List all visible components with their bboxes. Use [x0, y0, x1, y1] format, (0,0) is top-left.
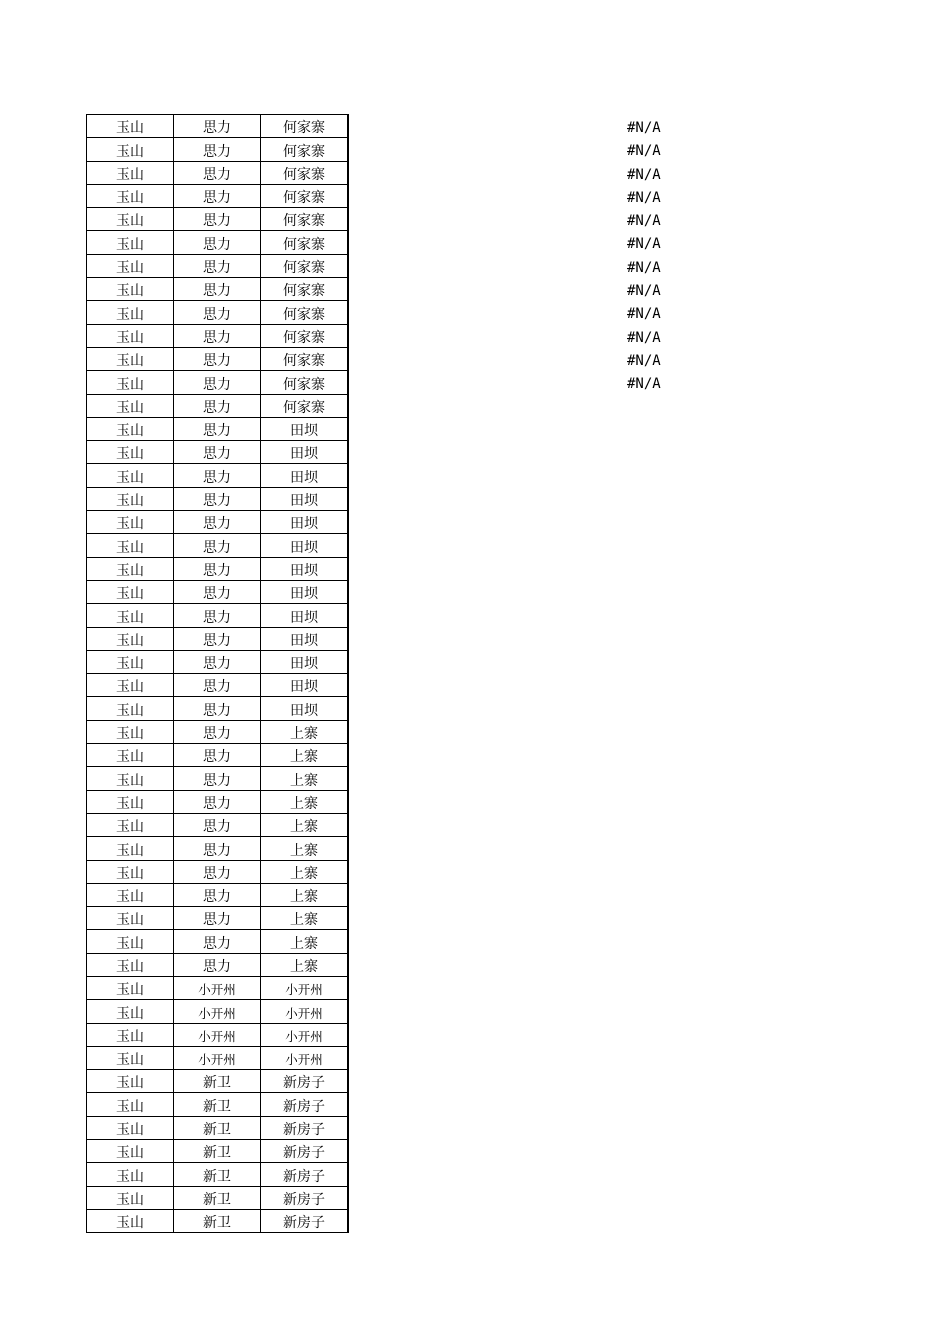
township-cell[interactable]: 新卫 — [174, 1140, 261, 1163]
township-cell[interactable]: 思力 — [174, 860, 261, 883]
county-cell[interactable]: 玉山 — [87, 1046, 174, 1069]
township-cell[interactable]: 小开州 — [174, 1046, 261, 1069]
county-cell[interactable]: 玉山 — [87, 813, 174, 836]
na-cell[interactable]: #N/A — [627, 213, 661, 230]
table-row — [87, 930, 349, 953]
county-cell[interactable]: 玉山 — [87, 953, 174, 976]
village-cell[interactable]: 田坝 — [261, 674, 349, 697]
village-cell[interactable]: 田坝 — [261, 464, 349, 487]
township-cell[interactable]: 思力 — [174, 790, 261, 813]
village-cell[interactable]: 田坝 — [261, 441, 349, 464]
township-cell[interactable]: 新卫 — [174, 1163, 261, 1186]
village-cell[interactable]: 新房子 — [261, 1163, 349, 1186]
county-cell[interactable]: 玉山 — [87, 883, 174, 906]
township-cell[interactable]: 小开州 — [174, 1000, 261, 1023]
county-cell[interactable]: 玉山 — [87, 417, 174, 440]
county-cell[interactable]: 玉山 — [87, 720, 174, 743]
table-row — [87, 115, 349, 138]
county-cell[interactable]: 玉山 — [87, 301, 174, 324]
table-row — [87, 208, 349, 231]
township-cell[interactable]: 思力 — [174, 301, 261, 324]
township-cell[interactable]: 思力 — [174, 464, 261, 487]
village-cell[interactable]: 上寨 — [261, 790, 349, 813]
county-cell[interactable]: 玉山 — [87, 487, 174, 510]
county-cell[interactable]: 玉山 — [87, 650, 174, 673]
county-cell[interactable]: 玉山 — [87, 1209, 174, 1232]
township-cell[interactable]: 思力 — [174, 394, 261, 417]
table-row — [87, 860, 349, 883]
county-cell[interactable]: 玉山 — [87, 208, 174, 231]
township-cell[interactable]: 思力 — [174, 883, 261, 906]
table-row — [87, 744, 349, 767]
village-cell[interactable]: 新房子 — [261, 1070, 349, 1093]
village-cell[interactable]: 何家寨 — [261, 301, 349, 324]
village-cell[interactable]: 何家寨 — [261, 278, 349, 301]
village-cell[interactable]: 上寨 — [261, 953, 349, 976]
township-cell[interactable]: 思力 — [174, 907, 261, 930]
table-row — [87, 1116, 349, 1139]
village-cell[interactable]: 上寨 — [261, 907, 349, 930]
township-cell[interactable]: 思力 — [174, 278, 261, 301]
village-cell[interactable]: 田坝 — [261, 487, 349, 510]
table-row — [87, 627, 349, 650]
county-cell[interactable]: 玉山 — [87, 1070, 174, 1093]
county-cell[interactable]: 玉山 — [87, 371, 174, 394]
county-cell[interactable]: 玉山 — [87, 511, 174, 534]
table-row — [87, 697, 349, 720]
village-cell[interactable]: 田坝 — [261, 417, 349, 440]
county-cell[interactable]: 玉山 — [87, 744, 174, 767]
county-cell[interactable]: 玉山 — [87, 627, 174, 650]
table-row — [87, 1070, 349, 1093]
na-cell[interactable]: #N/A — [627, 259, 661, 276]
township-cell[interactable]: 新卫 — [174, 1186, 261, 1209]
county-cell[interactable]: 玉山 — [87, 1140, 174, 1163]
table-row — [87, 184, 349, 207]
na-cell[interactable]: #N/A — [627, 143, 661, 160]
na-cell[interactable]: #N/A — [627, 189, 661, 206]
village-cell[interactable]: 田坝 — [261, 627, 349, 650]
village-cell[interactable]: 何家寨 — [261, 138, 349, 161]
table-row — [87, 278, 349, 301]
township-cell[interactable]: 新卫 — [174, 1116, 261, 1139]
county-cell[interactable]: 玉山 — [87, 674, 174, 697]
village-cell[interactable]: 田坝 — [261, 697, 349, 720]
na-cell[interactable]: #N/A — [627, 236, 661, 253]
county-cell[interactable]: 玉山 — [87, 464, 174, 487]
village-cell[interactable]: 何家寨 — [261, 394, 349, 417]
county-cell[interactable]: 玉山 — [87, 534, 174, 557]
township-cell[interactable]: 思力 — [174, 953, 261, 976]
county-cell[interactable]: 玉山 — [87, 790, 174, 813]
table-row — [87, 557, 349, 580]
county-cell[interactable]: 玉山 — [87, 161, 174, 184]
county-cell[interactable]: 玉山 — [87, 1116, 174, 1139]
township-cell[interactable]: 思力 — [174, 674, 261, 697]
table-row — [87, 487, 349, 510]
township-cell[interactable]: 新卫 — [174, 1093, 261, 1116]
township-cell[interactable]: 思力 — [174, 208, 261, 231]
village-cell[interactable]: 新房子 — [261, 1116, 349, 1139]
village-cell[interactable]: 小开州 — [261, 1000, 349, 1023]
county-cell[interactable]: 玉山 — [87, 930, 174, 953]
county-cell[interactable]: 玉山 — [87, 231, 174, 254]
county-cell[interactable]: 玉山 — [87, 441, 174, 464]
township-cell[interactable]: 小开州 — [174, 976, 261, 999]
township-cell[interactable]: 思力 — [174, 650, 261, 673]
county-cell[interactable]: 玉山 — [87, 1163, 174, 1186]
table-row — [87, 1163, 349, 1186]
township-cell[interactable]: 思力 — [174, 930, 261, 953]
village-cell[interactable]: 何家寨 — [261, 324, 349, 347]
table-row — [87, 301, 349, 324]
village-cell[interactable]: 田坝 — [261, 650, 349, 673]
table-row — [87, 1000, 349, 1023]
county-cell[interactable]: 玉山 — [87, 324, 174, 347]
village-cell[interactable]: 上寨 — [261, 930, 349, 953]
township-cell[interactable]: 思力 — [174, 324, 261, 347]
township-cell[interactable]: 新卫 — [174, 1070, 261, 1093]
county-cell[interactable]: 玉山 — [87, 907, 174, 930]
township-cell[interactable]: 新卫 — [174, 1209, 261, 1232]
township-cell[interactable]: 思力 — [174, 417, 261, 440]
table-row — [87, 813, 349, 836]
village-cell[interactable]: 新房子 — [261, 1140, 349, 1163]
table-row — [87, 324, 349, 347]
township-cell[interactable]: 思力 — [174, 441, 261, 464]
table-row — [87, 767, 349, 790]
county-cell[interactable]: 玉山 — [87, 254, 174, 277]
village-cell[interactable]: 何家寨 — [261, 161, 349, 184]
county-cell[interactable]: 玉山 — [87, 115, 174, 138]
township-cell[interactable]: 思力 — [174, 767, 261, 790]
na-cell[interactable]: #N/A — [627, 283, 661, 300]
township-cell[interactable]: 思力 — [174, 511, 261, 534]
county-cell[interactable]: 玉山 — [87, 697, 174, 720]
table-row — [87, 720, 349, 743]
township-cell[interactable]: 思力 — [174, 627, 261, 650]
village-cell[interactable]: 田坝 — [261, 557, 349, 580]
table-row — [87, 1023, 349, 1046]
table-row — [87, 231, 349, 254]
table-row — [87, 371, 349, 394]
township-cell[interactable]: 思力 — [174, 231, 261, 254]
township-cell[interactable]: 思力 — [174, 720, 261, 743]
county-cell[interactable]: 玉山 — [87, 767, 174, 790]
county-cell[interactable]: 玉山 — [87, 347, 174, 370]
village-cell[interactable]: 何家寨 — [261, 184, 349, 207]
table-row — [87, 511, 349, 534]
township-cell[interactable]: 思力 — [174, 138, 261, 161]
township-cell[interactable]: 思力 — [174, 184, 261, 207]
table-row — [87, 837, 349, 860]
township-cell[interactable]: 思力 — [174, 813, 261, 836]
county-cell[interactable]: 玉山 — [87, 184, 174, 207]
na-cell[interactable]: #N/A — [627, 306, 661, 323]
county-cell[interactable]: 玉山 — [87, 138, 174, 161]
table-row — [87, 1046, 349, 1069]
village-cell[interactable]: 上寨 — [261, 837, 349, 860]
na-cell[interactable]: #N/A — [627, 120, 661, 136]
table-row — [87, 394, 349, 417]
village-cell[interactable]: 小开州 — [261, 976, 349, 999]
village-cell[interactable]: 田坝 — [261, 580, 349, 603]
village-cell[interactable]: 何家寨 — [261, 231, 349, 254]
village-cell[interactable]: 上寨 — [261, 883, 349, 906]
table-row — [87, 1186, 349, 1209]
township-cell[interactable]: 小开州 — [174, 1023, 261, 1046]
table-row — [87, 883, 349, 906]
table-row — [87, 1093, 349, 1116]
table-row — [87, 441, 349, 464]
table-row — [87, 347, 349, 370]
na-value-column — [627, 117, 661, 397]
na-cell[interactable]: #N/A — [627, 166, 661, 183]
village-cell[interactable]: 上寨 — [261, 767, 349, 790]
table-row — [87, 953, 349, 976]
na-cell[interactable]: #N/A — [627, 329, 661, 346]
township-cell[interactable]: 思力 — [174, 604, 261, 627]
village-cell[interactable]: 新房子 — [261, 1209, 349, 1232]
table-row — [87, 417, 349, 440]
table-row — [87, 604, 349, 627]
village-cell[interactable]: 新房子 — [261, 1093, 349, 1116]
county-cell[interactable]: 玉山 — [87, 1023, 174, 1046]
township-cell[interactable]: 思力 — [174, 744, 261, 767]
village-cell[interactable]: 何家寨 — [261, 208, 349, 231]
na-cell[interactable]: #N/A — [627, 376, 661, 393]
village-cell[interactable]: 何家寨 — [261, 254, 349, 277]
table-row — [87, 674, 349, 697]
county-cell[interactable]: 玉山 — [87, 394, 174, 417]
county-cell[interactable]: 玉山 — [87, 976, 174, 999]
table-row — [87, 1209, 349, 1232]
village-cell[interactable]: 上寨 — [261, 813, 349, 836]
township-cell[interactable]: 思力 — [174, 487, 261, 510]
table-row — [87, 650, 349, 673]
township-cell[interactable]: 思力 — [174, 347, 261, 370]
township-cell[interactable]: 思力 — [174, 534, 261, 557]
county-cell[interactable]: 玉山 — [87, 860, 174, 883]
table-row — [87, 790, 349, 813]
table-row — [87, 464, 349, 487]
county-cell[interactable]: 玉山 — [87, 580, 174, 603]
county-cell[interactable]: 玉山 — [87, 278, 174, 301]
village-cell[interactable]: 上寨 — [261, 744, 349, 767]
village-cell[interactable]: 何家寨 — [261, 115, 349, 138]
table-row — [87, 254, 349, 277]
county-cell[interactable]: 玉山 — [87, 557, 174, 580]
table-row — [87, 580, 349, 603]
township-cell[interactable]: 思力 — [174, 580, 261, 603]
county-cell[interactable]: 玉山 — [87, 1000, 174, 1023]
township-cell[interactable]: 思力 — [174, 697, 261, 720]
table-row — [87, 534, 349, 557]
county-cell[interactable]: 玉山 — [87, 837, 174, 860]
village-cell[interactable]: 上寨 — [261, 860, 349, 883]
table-row — [87, 161, 349, 184]
county-cell[interactable]: 玉山 — [87, 1093, 174, 1116]
county-cell[interactable]: 玉山 — [87, 1186, 174, 1209]
village-cell[interactable]: 小开州 — [261, 1046, 349, 1069]
village-cell[interactable]: 上寨 — [261, 720, 349, 743]
village-cell[interactable]: 田坝 — [261, 511, 349, 534]
table-row — [87, 907, 349, 930]
village-cell[interactable]: 何家寨 — [261, 371, 349, 394]
township-cell[interactable]: 思力 — [174, 115, 261, 138]
village-table — [86, 114, 349, 1233]
township-cell[interactable]: 思力 — [174, 837, 261, 860]
township-cell[interactable]: 思力 — [174, 557, 261, 580]
table-row — [87, 1140, 349, 1163]
village-cell[interactable]: 何家寨 — [261, 347, 349, 370]
village-cell[interactable]: 田坝 — [261, 604, 349, 627]
table-row — [87, 138, 349, 161]
village-cell[interactable]: 新房子 — [261, 1186, 349, 1209]
village-cell[interactable]: 田坝 — [261, 534, 349, 557]
township-cell[interactable]: 思力 — [174, 254, 261, 277]
na-cell[interactable]: #N/A — [627, 352, 661, 369]
township-cell[interactable]: 思力 — [174, 161, 261, 184]
county-cell[interactable]: 玉山 — [87, 604, 174, 627]
township-cell[interactable]: 思力 — [174, 371, 261, 394]
village-cell[interactable]: 小开州 — [261, 1023, 349, 1046]
table-row — [87, 976, 349, 999]
